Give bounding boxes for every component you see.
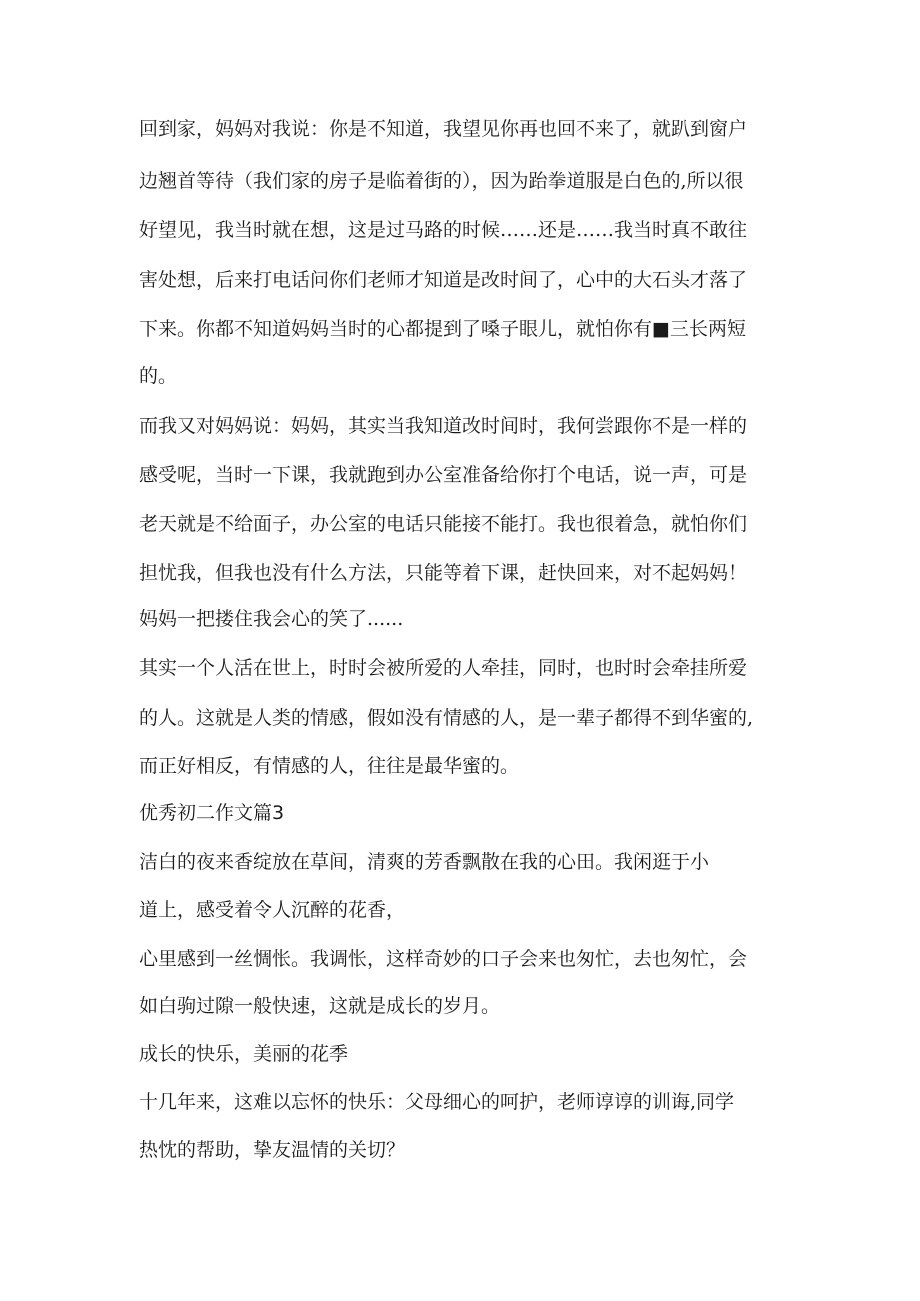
paragraph-line: 其实一个人活在世上，时时会被所爱的人牵挂，同时，也时时会牵挂所爱 [139,657,748,679]
section-heading: 优秀初二作文篇3 [139,802,285,824]
paragraph-line: 老天就是不给面子，办公室的电话只能接不能打。我也很着急，就怕你们 [139,513,748,535]
paragraph-line: 热忱的帮助，挚友温情的关切？ [139,1139,406,1161]
paragraph-line: 的。 [139,365,178,387]
paragraph-line: 边翘首等待（我们家的房子是临着街的），因为跆拳道服是白色的,所以很 [139,170,744,192]
paragraph-line: 十几年来，这难以忘怀的快乐：父母细心的呵护，老师谆谆的训诲,同学 [139,1091,735,1113]
paragraph-line: 的人。这就是人类的情感，假如没有情感的人，是一辈子都得不到华蜜的, [139,707,754,729]
paragraph-line: 成长的快乐，美丽的花季 [139,1043,349,1065]
paragraph-line: 好望见，我当时就在想，这是过马路的时候……还是……我当时真不敢往 [139,219,748,241]
paragraph-line: 回到家，妈妈对我说：你是不知道，我望见你再也回不来了，就趴到窗户 [139,118,748,140]
paragraph-line: 道上，感受着令人沉醉的花香， [139,899,406,921]
paragraph-line: 而正好相反，有情感的人，往往是最华蜜的。 [139,755,520,777]
paragraph-line: 害处想，后来打电话问你们老师才知道是改时间了，心中的大石头才落了 [139,269,748,291]
paragraph-line: 洁白的夜来香绽放在草间，清爽的芳香飘散在我的心田。我闲逛于小 [139,851,710,873]
paragraph-line: 妈妈一把搂住我会心的笑了...... [139,608,404,630]
paragraph-line: 下来。你都不知道妈妈当时的心都提到了嗓子眼儿，就怕你有■三长两短 [139,318,746,340]
paragraph-line: 如白驹过隙一般快速，这就是成长的岁月。 [139,995,501,1017]
paragraph-line: 而我又对妈妈说：妈妈，其实当我知道改时间时，我何尝跟你不是一样的 [139,415,748,437]
paragraph-line: 感受呢，当时一下课，我就跑到办公室准备给你打个电话，说一声，可是 [139,464,748,486]
paragraph-line: 担忧我，但我也没有什么方法，只能等着下课，赶快回来，对不起妈妈！ [139,562,748,584]
paragraph-line: 心里感到一丝惆怅。我调怅，这样奇妙的口子会来也匆忙，去也匆忙，会 [139,948,748,970]
